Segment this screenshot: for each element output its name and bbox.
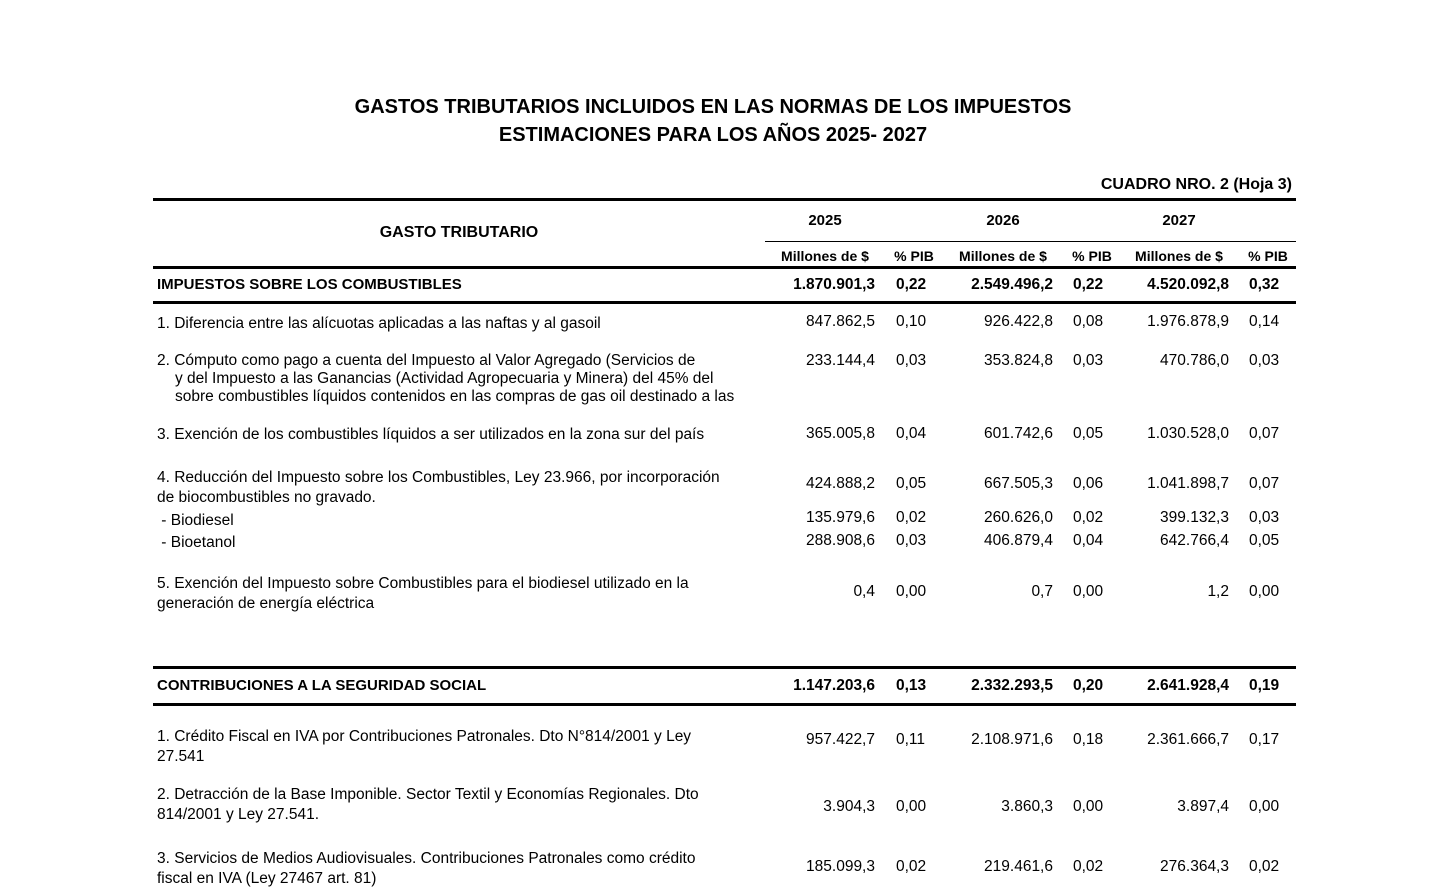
page-title: GASTOS TRIBUTARIOS INCLUIDOS EN LAS NORMAS DE LOS IMPUESTOS <box>354 96 1072 118</box>
header-year-2025: 2025 <box>808 212 842 229</box>
row-millones-2027: 470.786,0 <box>1160 352 1229 369</box>
row-pib-2025: 0,03 <box>896 352 927 369</box>
row-millones-2025: 135.979,6 <box>806 509 875 526</box>
row-millones-2026: 2.108.971,6 <box>971 731 1053 748</box>
row-label-line: 2. Cómputo como pago a cuenta del Impuesto al Valor Agregado (Servicios de <box>157 352 696 369</box>
row-pib-2025: 0,10 <box>896 313 927 330</box>
row-pib-2026: 0,02 <box>1073 509 1104 526</box>
row-label <box>157 574 767 614</box>
table-top-rule <box>153 198 1296 201</box>
row-millones-2026: 353.824,8 <box>984 352 1053 369</box>
header-millones-2027: Millones de $ <box>1135 248 1223 264</box>
row-label-line: sobre combustibles líquidos contenidos en las compras de gas oil destinado a las <box>175 388 735 405</box>
header-subrule <box>765 241 1296 242</box>
row-label-line: de biocombustibles no gravado. <box>157 489 376 506</box>
row-pib-2027: 0,17 <box>1249 731 1280 748</box>
section-total-millones-2025: 1.147.203,6 <box>793 677 875 694</box>
row-label <box>157 785 767 825</box>
row-millones-2026: 926.422,8 <box>984 313 1053 330</box>
row-pib-2026: 0,00 <box>1073 798 1104 815</box>
section-total-millones-2025: 1.870.901,3 <box>793 276 875 293</box>
row-millones-2027: 1.030.528,0 <box>1147 425 1229 442</box>
row-millones-2025: 185.099,3 <box>806 858 875 875</box>
row-millones-2026: 3.860,3 <box>1001 798 1053 815</box>
row-pib-2027: 0,07 <box>1249 425 1280 442</box>
row-millones-2025: 288.908,6 <box>806 532 875 549</box>
section-total-pib-2025: 0,13 <box>896 677 927 694</box>
row-label-line: fiscal en IVA (Ley 27467 art. 81) <box>157 870 377 887</box>
header-bottom-rule <box>153 266 1296 269</box>
row-pib-2025: 0,02 <box>896 858 927 875</box>
row-label: 1. Diferencia entre las alícuotas aplicadas a las naftas y al gasoil <box>157 315 601 332</box>
row-pib-2025: 0,02 <box>896 509 927 526</box>
section-total-millones-2027: 4.520.092,8 <box>1147 276 1229 293</box>
row-pib-2026: 0,03 <box>1073 352 1104 369</box>
row-millones-2027: 399.132,3 <box>1160 509 1229 526</box>
row-pib-2025: 0,04 <box>896 425 927 442</box>
page-subtitle: ESTIMACIONES PARA LOS AÑOS 2025- 2027 <box>498 124 928 146</box>
header-pib-2027: % PIB <box>1248 248 1288 264</box>
section-rule <box>153 703 1296 706</box>
row-pib-2026: 0,02 <box>1073 858 1104 875</box>
section-total-pib-2026: 0,22 <box>1073 276 1104 293</box>
section-total-pib-2025: 0,22 <box>896 276 927 293</box>
header-pib-2026: % PIB <box>1072 248 1112 264</box>
section-title: IMPUESTOS SOBRE LOS COMBUSTIBLES <box>157 276 462 293</box>
row-pib-2027: 0,03 <box>1249 352 1280 369</box>
section-total-millones-2026: 2.549.496,2 <box>971 276 1053 293</box>
row-label-line: 27.541 <box>157 748 205 765</box>
row-pib-2027: 0,14 <box>1249 313 1280 330</box>
row-millones-2027: 1,2 <box>1207 583 1229 600</box>
row-millones-2026: 406.879,4 <box>984 532 1053 549</box>
row-millones-2027: 1.041.898,7 <box>1147 475 1229 492</box>
row-label <box>157 352 767 406</box>
row-label-line: 1. Crédito Fiscal en IVA por Contribuciones Patronales. Dto N°814/2001 y Ley <box>157 728 692 745</box>
row-millones-2025: 3.904,3 <box>823 798 875 815</box>
row-pib-2026: 0,06 <box>1073 475 1104 492</box>
row-pib-2027: 0,03 <box>1249 509 1280 526</box>
row-millones-2025: 847.862,5 <box>806 313 875 330</box>
header-concept: GASTO TRIBUTARIO <box>379 224 539 241</box>
header-millones-2025: Millones de $ <box>781 248 869 264</box>
row-millones-2027: 276.364,3 <box>1160 858 1229 875</box>
row-label-line: y del Impuesto a las Ganancias (Actividad Agropecuaria y Minera) del 45% del <box>175 370 714 387</box>
row-millones-2027: 642.766,4 <box>1160 532 1229 549</box>
row-pib-2026: 0,05 <box>1073 425 1104 442</box>
section-total-pib-2027: 0,32 <box>1249 276 1280 293</box>
row-millones-2025: 233.144,4 <box>806 352 875 369</box>
table-id: CUADRO NRO. 2 (Hoja 3) <box>1100 176 1292 193</box>
row-millones-2026: 0,7 <box>1031 583 1053 600</box>
section-rule <box>153 301 1296 304</box>
row-label-line: 5. Exención del Impuesto sobre Combustibles para el biodiesel utilizado en la <box>157 575 689 592</box>
row-millones-2025: 957.422,7 <box>806 731 875 748</box>
row-pib-2025: 0,00 <box>896 798 927 815</box>
row-pib-2027: 0,00 <box>1249 583 1280 600</box>
section-total-millones-2027: 2.641.928,4 <box>1147 677 1229 694</box>
section-total-pib-2027: 0,19 <box>1249 677 1280 694</box>
header-pib-2025: % PIB <box>894 248 934 264</box>
row-pib-2025: 0,00 <box>896 583 927 600</box>
row-label-line: generación de energía eléctrica <box>157 595 375 612</box>
row-label: - Bioetanol <box>157 534 236 551</box>
row-pib-2027: 0,00 <box>1249 798 1280 815</box>
row-millones-2027: 2.361.666,7 <box>1147 731 1229 748</box>
row-pib-2026: 0,18 <box>1073 731 1104 748</box>
row-label <box>157 727 767 767</box>
row-millones-2027: 1.976.878,9 <box>1147 313 1229 330</box>
section-total-pib-2026: 0,20 <box>1073 677 1104 694</box>
row-pib-2026: 0,04 <box>1073 532 1104 549</box>
row-millones-2025: 0,4 <box>853 583 875 600</box>
row-label: - Biodiesel <box>157 512 234 529</box>
row-pib-2025: 0,11 <box>896 731 926 748</box>
row-millones-2027: 3.897,4 <box>1177 798 1229 815</box>
row-label-line: 4. Reducción del Impuesto sobre los Combustibles, Ley 23.966, por incorporación <box>157 469 720 486</box>
row-label-line: 2. Detracción de la Base Imponible. Sector Textil y Economías Regionales. Dto <box>157 786 699 803</box>
section-rule <box>153 666 1296 669</box>
row-millones-2025: 424.888,2 <box>806 475 875 492</box>
row-millones-2026: 667.505,3 <box>984 475 1053 492</box>
row-pib-2026: 0,08 <box>1073 313 1104 330</box>
row-label <box>157 849 767 887</box>
row-pib-2027: 0,05 <box>1249 532 1280 549</box>
row-pib-2027: 0,07 <box>1249 475 1280 492</box>
row-pib-2026: 0,00 <box>1073 583 1104 600</box>
row-label-line: 814/2001 y Ley 27.541. <box>157 806 320 823</box>
row-pib-2027: 0,02 <box>1249 858 1280 875</box>
header-year-2027: 2027 <box>1162 212 1196 229</box>
row-label <box>157 468 767 508</box>
row-label: 3. Exención de los combustibles líquidos a ser utilizados en la zona sur del país <box>157 426 705 443</box>
section-title: CONTRIBUCIONES A LA SEGURIDAD SOCIAL <box>157 677 487 694</box>
header-year-2026: 2026 <box>986 212 1020 229</box>
row-millones-2026: 601.742,6 <box>984 425 1053 442</box>
row-label-line: 3. Servicios de Medios Audiovisuales. Contribuciones Patronales como crédito <box>157 850 696 867</box>
row-millones-2025: 365.005,8 <box>806 425 875 442</box>
section-total-millones-2026: 2.332.293,5 <box>971 677 1053 694</box>
row-millones-2026: 219.461,6 <box>984 858 1053 875</box>
row-pib-2025: 0,03 <box>896 532 927 549</box>
row-millones-2026: 260.626,0 <box>984 509 1053 526</box>
row-pib-2025: 0,05 <box>896 475 927 492</box>
header-millones-2026: Millones de $ <box>959 248 1047 264</box>
